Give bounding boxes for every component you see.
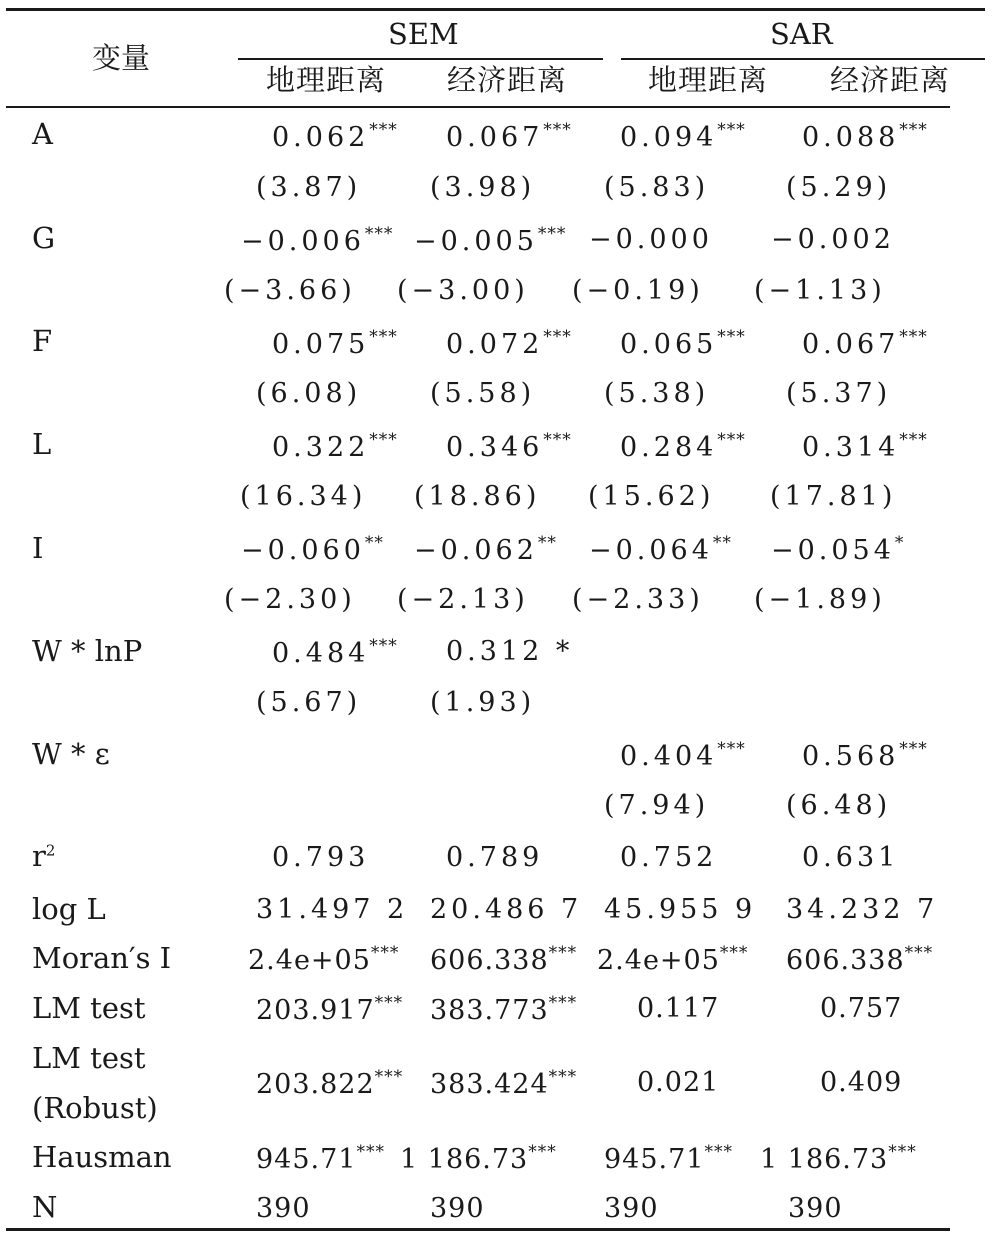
row-label-w-epsilon: W * ε <box>32 737 110 771</box>
coef-l-sar-econ: 0.314*** <box>802 430 928 463</box>
tstat-l-sar-geo: (15.62) <box>588 481 715 512</box>
hausman-sem-geo: 945.71*** <box>256 1142 385 1175</box>
header-group-sar: SAR <box>770 17 833 51</box>
r2-sar-econ: 0.631 <box>802 842 900 873</box>
coef-l-sar-geo: 0.284*** <box>620 430 746 463</box>
header-sar-econ: 经济距离 <box>830 63 951 97</box>
coef-i-sem-econ: −0.062** <box>414 533 557 566</box>
row-label-i: I <box>32 531 44 565</box>
header-group-sem: SEM <box>388 17 459 51</box>
coef-l-sem-econ: 0.346*** <box>446 430 572 463</box>
lm-robust-sem-geo: 203.822*** <box>256 1067 404 1100</box>
coef-a-sar-econ: 0.088*** <box>802 120 928 153</box>
coef-g-sem-econ: −0.005*** <box>414 224 567 257</box>
tstat-a-sem-econ: (3.98) <box>430 172 536 203</box>
bottom-rule <box>6 1228 950 1231</box>
coef-f-sem-geo: 0.075*** <box>272 327 398 360</box>
tstat-g-sar-econ: (−1.13) <box>754 275 886 306</box>
tstat-a-sar-geo: (5.83) <box>604 172 710 203</box>
moran-sar-econ: 606.338*** <box>786 943 934 976</box>
coef-g-sem-geo: −0.006*** <box>241 224 394 257</box>
tstat-l-sem-econ: (18.86) <box>414 481 541 512</box>
tstat-l-sar-econ: (17.81) <box>770 481 897 512</box>
tstat-g-sem-econ: (−3.00) <box>397 275 529 306</box>
tstat-i-sem-geo: (−2.30) <box>224 584 356 615</box>
row-label-g: G <box>32 221 56 255</box>
tstat-g-sem-geo: (−3.66) <box>224 275 356 306</box>
coef-g-sar-geo: −0.000 <box>589 224 713 255</box>
tstat-i-sar-geo: (−2.33) <box>572 584 704 615</box>
row-label-w-lnp: W * lnP <box>32 634 143 668</box>
header-rule <box>6 106 950 108</box>
row-label-lm-test: LM test <box>32 991 146 1025</box>
row-label-n: N <box>32 1190 58 1224</box>
header-sem-geo: 地理距离 <box>266 63 387 97</box>
tstat-i-sem-econ: (−2.13) <box>397 584 529 615</box>
tstat-a-sar-econ: (5.29) <box>786 172 892 203</box>
lm-robust-sem-econ: 383.424*** <box>430 1067 578 1100</box>
tstat-i-sar-econ: (−1.89) <box>754 584 886 615</box>
header-sem-econ: 经济距离 <box>447 63 568 97</box>
tstat-wlnp-sem-geo: (5.67) <box>256 687 362 718</box>
coef-a-sar-geo: 0.094*** <box>620 120 746 153</box>
tstat-weps-sar-geo: (7.94) <box>604 790 710 821</box>
row-label-r2: $r^2$ <box>32 839 56 873</box>
lm-sar-geo: 0.117 <box>637 993 720 1024</box>
coef-f-sar-geo: 0.065*** <box>620 327 746 360</box>
n-sar-geo: 390 <box>604 1193 659 1224</box>
header-variable: 变量 <box>92 41 151 75</box>
logl-sar-geo: 45.955 9 <box>604 894 757 925</box>
moran-sar-geo: 2.4e+05*** <box>597 943 749 976</box>
r2-sem-geo: 0.793 <box>272 842 370 873</box>
lm-sem-econ: 383.773*** <box>430 993 578 1026</box>
row-label-lm-robust-suffix: (Robust) <box>32 1091 158 1125</box>
sem-group-rule <box>238 58 603 60</box>
row-label-morans-i: Moran′s I <box>32 941 172 975</box>
tstat-g-sar-geo: (−0.19) <box>572 275 704 306</box>
hausman-sem-econ: 1 186.73*** <box>400 1142 557 1175</box>
hausman-sar-econ: 1 186.73*** <box>760 1142 917 1175</box>
lm-sar-econ: 0.757 <box>820 993 903 1024</box>
coef-a-sem-econ: 0.067*** <box>446 120 572 153</box>
header-sar-geo: 地理距离 <box>648 63 769 97</box>
tstat-wlnp-sem-econ: (1.93) <box>430 687 536 718</box>
tstat-f-sem-geo: (6.08) <box>256 378 362 409</box>
n-sem-geo: 390 <box>256 1193 311 1224</box>
logl-sem-geo: 31.497 2 <box>256 894 409 925</box>
logl-sem-econ: 20.486 7 <box>430 894 583 925</box>
tstat-f-sar-geo: (5.38) <box>604 378 710 409</box>
coef-f-sar-econ: 0.067*** <box>802 327 928 360</box>
n-sem-econ: 390 <box>430 1193 485 1224</box>
coef-l-sem-geo: 0.322*** <box>272 430 398 463</box>
tstat-l-sem-geo: (16.34) <box>240 481 367 512</box>
lm-sem-geo: 203.917*** <box>256 993 404 1026</box>
coef-a-sem-geo: 0.062*** <box>272 120 398 153</box>
row-label-a: A <box>32 117 53 151</box>
coef-weps-sar-geo: 0.404*** <box>620 739 746 772</box>
row-label-logl: log L <box>32 892 106 926</box>
row-label-l: L <box>32 427 52 461</box>
row-label-lm-robust: LM test <box>32 1041 146 1075</box>
coef-g-sar-econ: −0.002 <box>771 224 895 255</box>
coef-wlnp-sem-econ: 0.312 * <box>446 636 574 667</box>
hausman-sar-geo: 945.71*** <box>604 1142 733 1175</box>
coef-f-sem-econ: 0.072*** <box>446 327 572 360</box>
lm-robust-sar-econ: 0.409 <box>820 1067 903 1098</box>
r2-sem-econ: 0.789 <box>446 842 544 873</box>
tstat-weps-sar-econ: (6.48) <box>786 790 892 821</box>
sar-group-rule <box>621 58 985 60</box>
lm-robust-sar-geo: 0.021 <box>637 1067 720 1098</box>
coef-i-sem-geo: −0.060** <box>241 533 384 566</box>
tstat-f-sem-econ: (5.58) <box>430 378 536 409</box>
moran-sem-econ: 606.338*** <box>430 943 578 976</box>
tstat-a-sem-geo: (3.87) <box>256 172 362 203</box>
tstat-f-sar-econ: (5.37) <box>786 378 892 409</box>
coef-i-sar-geo: −0.064** <box>589 533 732 566</box>
row-label-f: F <box>32 324 53 358</box>
top-rule <box>6 8 985 11</box>
coef-i-sar-econ: −0.054* <box>771 533 905 566</box>
logl-sar-econ: 34.232 7 <box>786 894 939 925</box>
coef-wlnp-sem-geo: 0.484*** <box>272 636 398 669</box>
row-label-hausman: Hausman <box>32 1140 172 1174</box>
coef-weps-sar-econ: 0.568*** <box>802 739 928 772</box>
n-sar-econ: 390 <box>788 1193 843 1224</box>
moran-sem-geo: 2.4e+05*** <box>248 943 400 976</box>
r2-sar-geo: 0.752 <box>620 842 718 873</box>
